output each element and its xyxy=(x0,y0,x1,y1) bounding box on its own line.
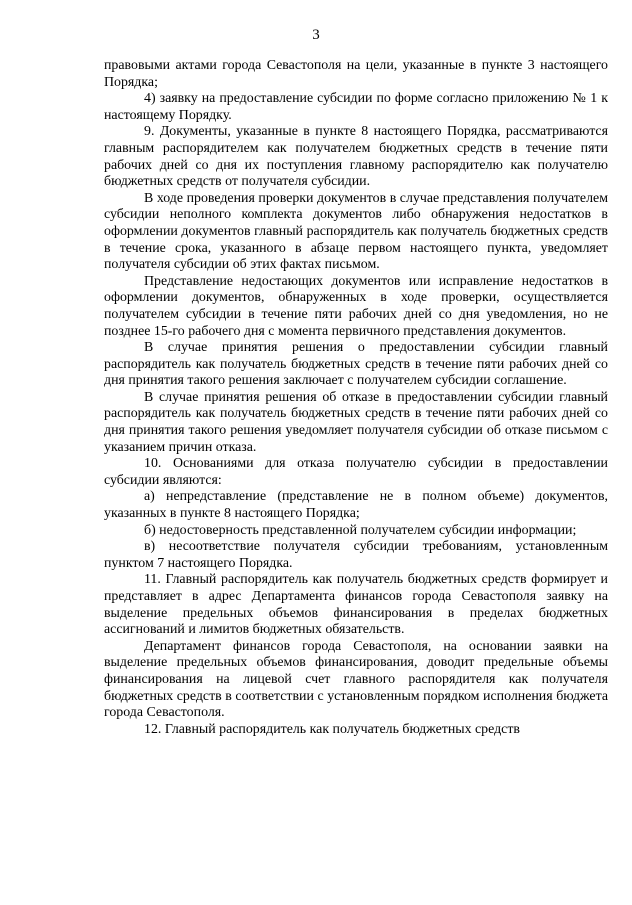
paragraph-verification: В ходе проведения проверки документов в случае представления получателем субсидии неполного комплекта документов либо обнаружения недостатков в оформлении документов главный распорядитель как получатель бюджетных средств в течение срока, указанного в абзаце первом настоящего пункта, уведомляет получателя субсидии об этих фактах письмом. xyxy=(104,190,608,273)
page-number: 3 xyxy=(312,27,320,43)
paragraph-missing-documents: Представление недостающих документов или исправление недостатков в оформлении документов, обнаруженных в ходе проверки, осуществляется получателем субсидии в течение пяти рабочих дней со дня уведомления, но не позднее 15-го рабочего дня с момента первичного представления документов. xyxy=(104,273,608,339)
paragraph-clause-11: 11. Главный распорядитель как получатель бюджетных средств формирует и представляет в адрес Департамента финансов города Севастополя заявку на выделение предельных объемов финансирования в пределах бюджетных ассигнований и лимитов бюджетных обязательств. xyxy=(104,572,608,638)
paragraph-reason-c: в) несоответствие получателя субсидии требованиям, установленным пунктом 7 настоящего Порядка. xyxy=(104,539,608,571)
paragraph-clause-10: 10. Основаниями для отказа получателю субсидии в предоставлении субсидии являются: xyxy=(104,456,608,488)
paragraph-clause-9: 9. Документы, указанные в пункте 8 настоящего Порядка, рассматриваются главным распорядителем как получателем бюджетных средств в течение пяти рабочих дней со дня их поступления главному распорядителю как получателю бюджетных средств от получателя субсидии. xyxy=(104,124,608,190)
paragraph-reason-a: а) непредставление (представление не в полном объеме) документов, указанных в пункте 8 настоящего Порядка; xyxy=(104,489,608,522)
paragraph-reason-b: б) недостоверность представленной получателем субсидии информации; xyxy=(144,522,577,538)
paragraph-finance-department: Департамент финансов города Севастополя, на основании заявки на выделение предельных объемов финансирования, доводит предельные объемы финансирования на лицевой счет главного распорядителя как получателя бюджетных средств в соответствии с установленным порядком исполнения бюджета города Севастополя. xyxy=(104,638,608,721)
paragraph-clause-12: 12. Главный распорядитель как получатель бюджетных средств xyxy=(144,721,520,737)
paragraph-continuation: правовыми актами города Севастополя на цели, указанные в пункте 3 настоящего Порядка; xyxy=(104,58,608,90)
paragraph-item-4: 4) заявку на предоставление субсидии по форме согласно приложению № 1 к настоящему Порядку. xyxy=(104,91,608,123)
paragraph-refusal-decision: В случае принятия решения об отказе в предоставлении субсидии главный распорядитель как получатель бюджетных средств в течение пяти рабочих дней со дня принятия такого решения уведомляет получателя субсидии об отказе письмом с указанием причин отказа. xyxy=(104,389,608,455)
paragraph-approval-decision: В случае принятия решения о предоставлении субсидии главный распорядитель как получатель бюджетных средств в течение пяти рабочих дней со дня принятия такого решения заключает с получателем субсидии соглашение. xyxy=(104,340,608,389)
document-body xyxy=(104,58,608,738)
